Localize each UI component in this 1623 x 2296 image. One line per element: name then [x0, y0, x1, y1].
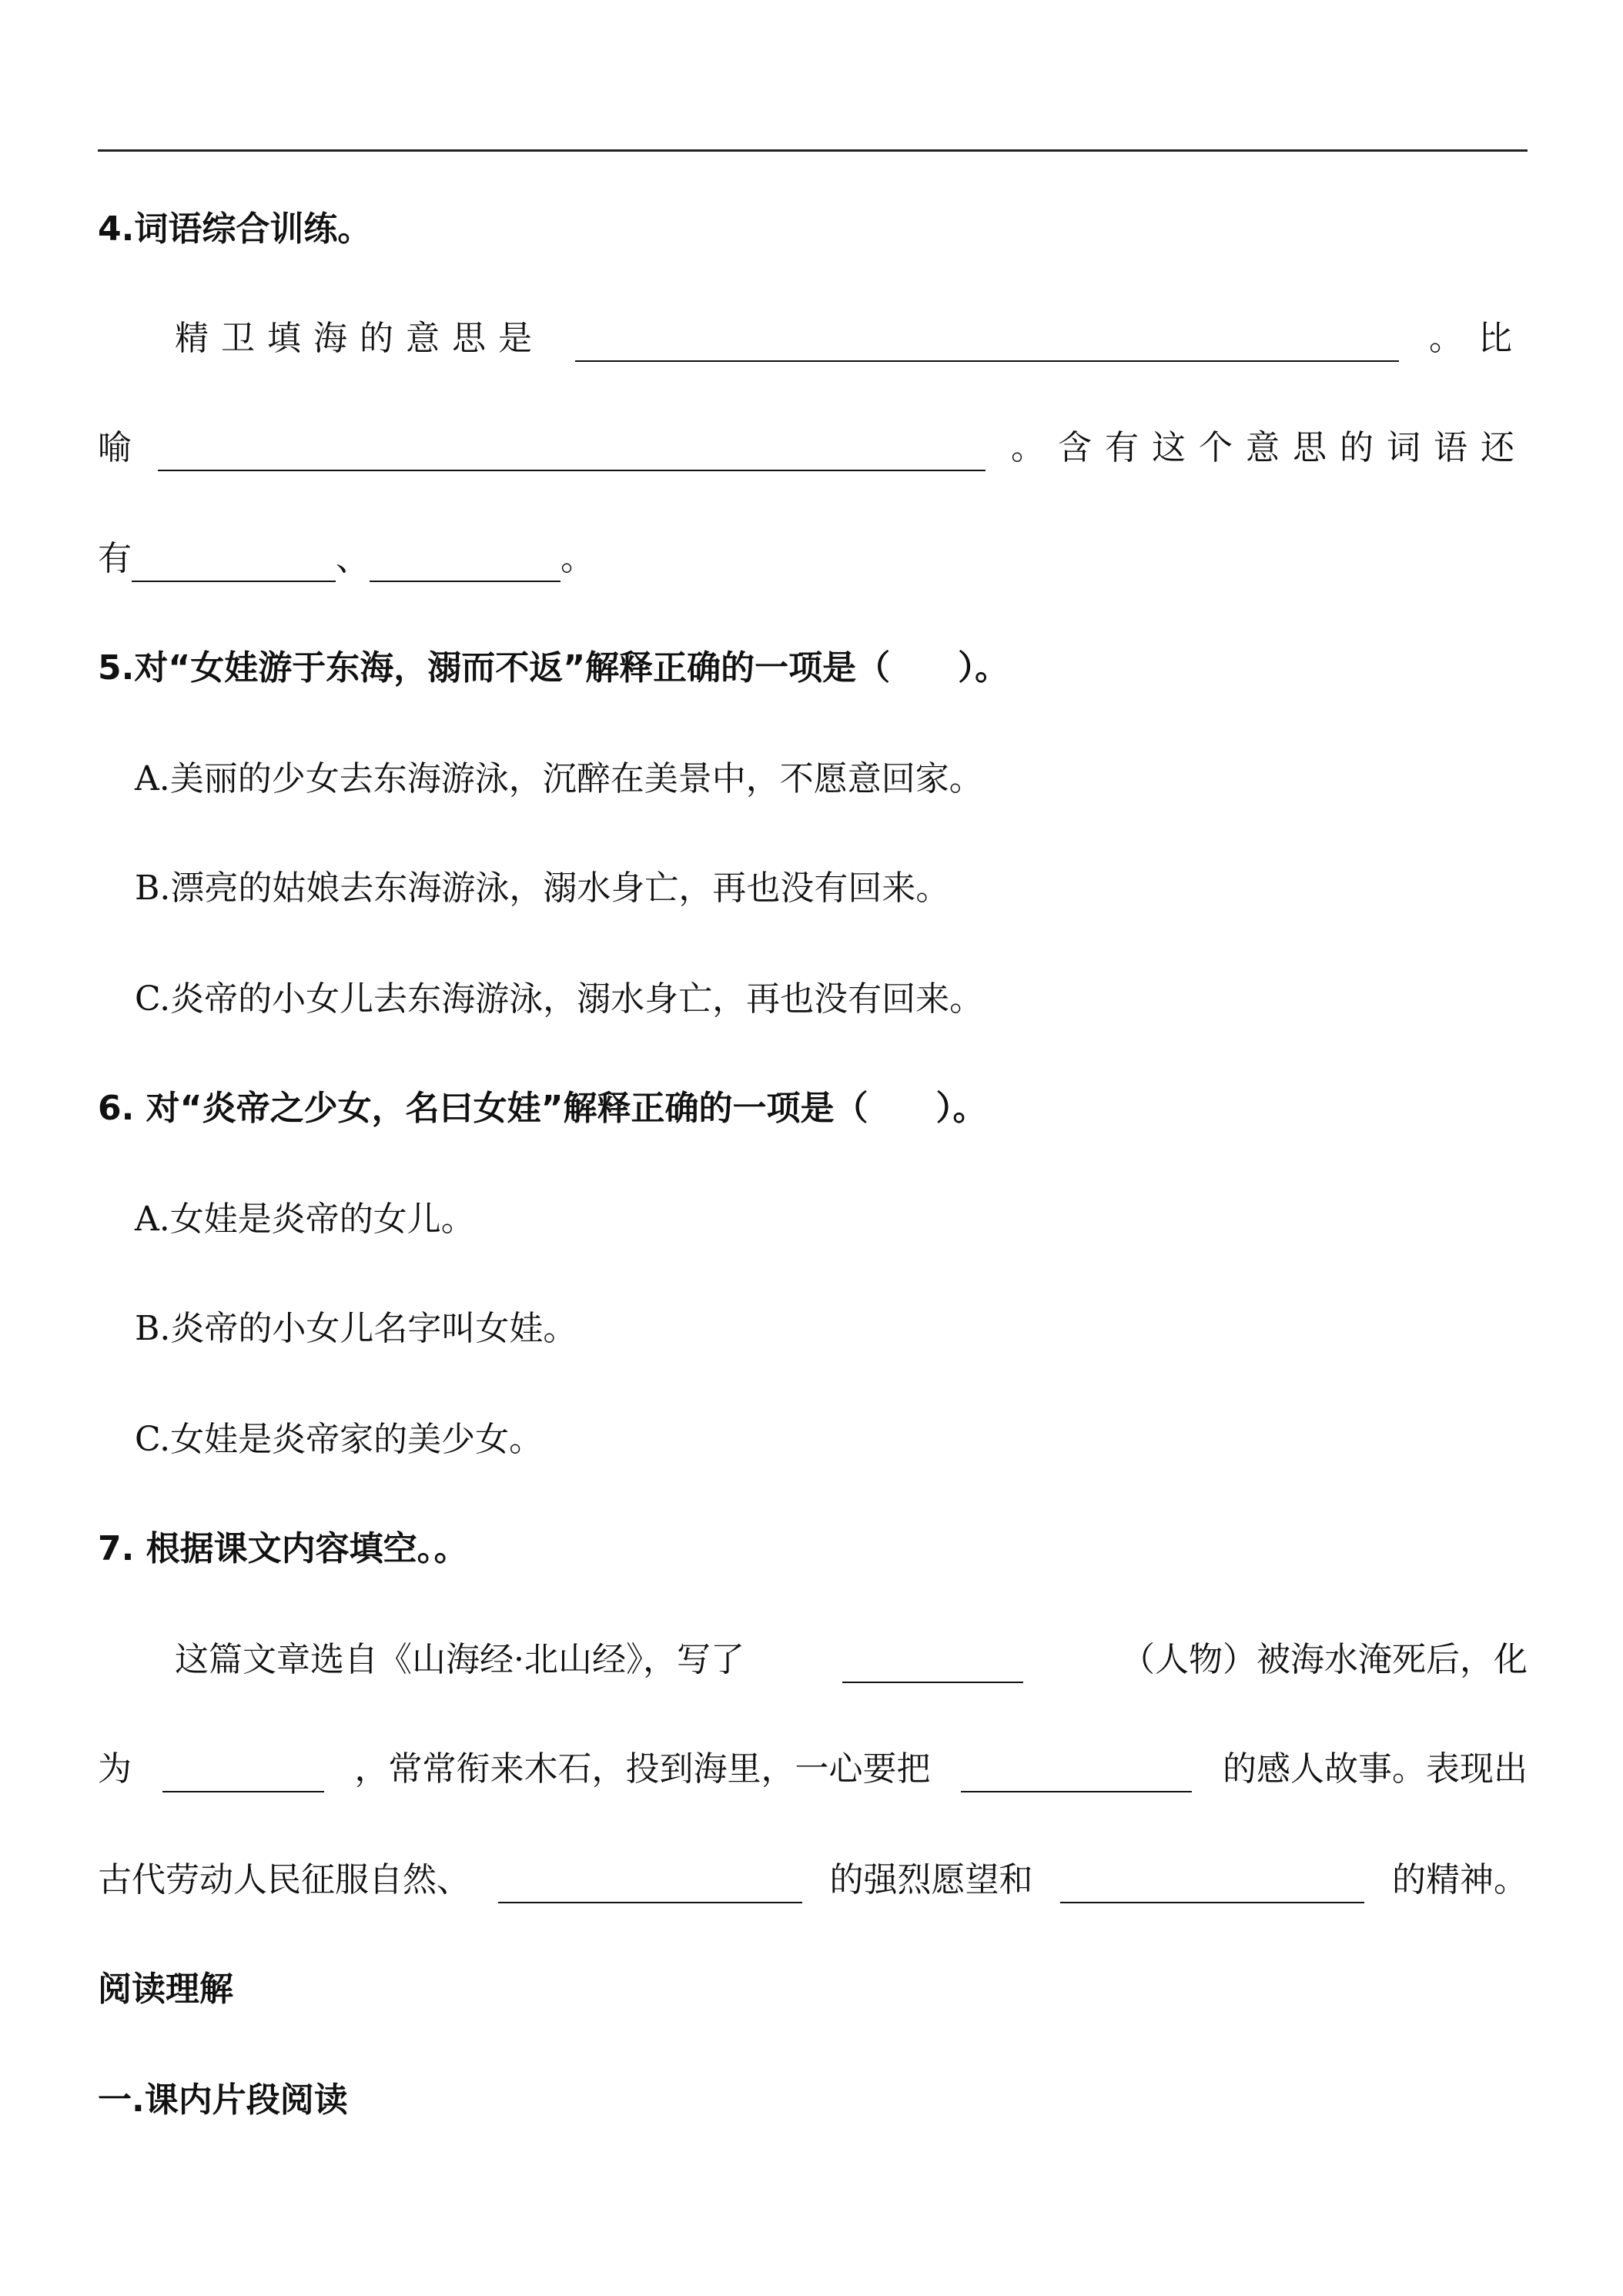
q7-l1-a: 这篇文章选自《山海经·北山经》，写了 [175, 1640, 745, 1679]
reading-heading: 阅读理解 [98, 1970, 233, 2009]
q7-l3-c: 的精神。 [1392, 1860, 1528, 1899]
q7-blank-spirit[interactable] [1060, 1868, 1364, 1903]
q7-blank-transform[interactable] [162, 1757, 324, 1792]
q7-blank-wish[interactable] [498, 1868, 802, 1903]
q7-blank-person[interactable] [842, 1648, 1023, 1683]
q4-blank-word-2[interactable] [370, 547, 561, 582]
q7-title: 7. 根据课文内容填空。。 [98, 1529, 468, 1568]
q7-l2-b: ，常常衔来木石，投到海里，一心要把 [354, 1749, 931, 1789]
q7-line-1 [98, 1637, 1528, 1683]
q7-l3-a: 古代劳动人民征服自然、 [98, 1860, 470, 1899]
q5-option-a[interactable]: A.美丽的少女去东海游泳，沉醉在美景中，不愿意回家。 [135, 759, 983, 798]
q5-option-b[interactable]: B.漂亮的姑娘去东海游泳，溺水身亡，再也没有回来。 [135, 869, 950, 908]
q4-blank-metaphor[interactable] [158, 436, 986, 471]
q7-blank-goal[interactable] [961, 1757, 1192, 1792]
q4-blank-meaning[interactable] [575, 326, 1399, 362]
q4-title: 4.词语综合训练。 [98, 209, 372, 249]
q4-line-1 [98, 316, 1528, 362]
q4-line3-sep: 、 [336, 539, 370, 578]
q7-l2-a: 为 [98, 1749, 132, 1789]
q4-line-2 [98, 425, 1528, 471]
q7-line-2 [98, 1746, 1528, 1792]
q7-l2-c: 的感人故事。表现出 [1223, 1749, 1528, 1789]
q5-title: 5.对“女娃游于东海，溺而不返”解释正确的一项是（ ）。 [98, 648, 1009, 688]
q4-line-3 [98, 536, 1528, 582]
q6-option-a[interactable]: A.女娃是炎帝的女儿。 [135, 1200, 475, 1239]
q4-line1-start: 精卫填海的意思是 [175, 319, 544, 358]
q4-line1-end: 。比 [1429, 319, 1528, 358]
q6-option-b[interactable]: B.炎帝的小女儿名字叫女娃。 [135, 1309, 577, 1348]
q7-l1-b: （人物）被海水淹死后，化 [1121, 1640, 1528, 1679]
q4-blank-word-1[interactable] [132, 547, 336, 582]
reading-subheading: 一.课内片段阅读 [98, 2080, 348, 2120]
q7-line-3 [98, 1857, 1528, 1903]
q4-line2-end: 。含有这个意思的词语还 [1011, 428, 1528, 467]
q4-line3-end: 。 [561, 539, 594, 578]
q6-title: 6. 对“炎帝之少女，名曰女娃”解释正确的一项是（ ）。 [98, 1089, 987, 1128]
q6-option-c[interactable]: C.女娃是炎帝家的美少女。 [135, 1420, 544, 1459]
header-rule [98, 149, 1528, 152]
q5-option-c[interactable]: C.炎帝的小女儿去东海游泳，溺水身亡，再也没有回来。 [135, 979, 984, 1019]
q4-line2-start: 喻 [98, 428, 132, 467]
q7-l3-b: 的强烈愿望和 [829, 1860, 1033, 1899]
q4-line3-start: 有 [98, 539, 132, 578]
